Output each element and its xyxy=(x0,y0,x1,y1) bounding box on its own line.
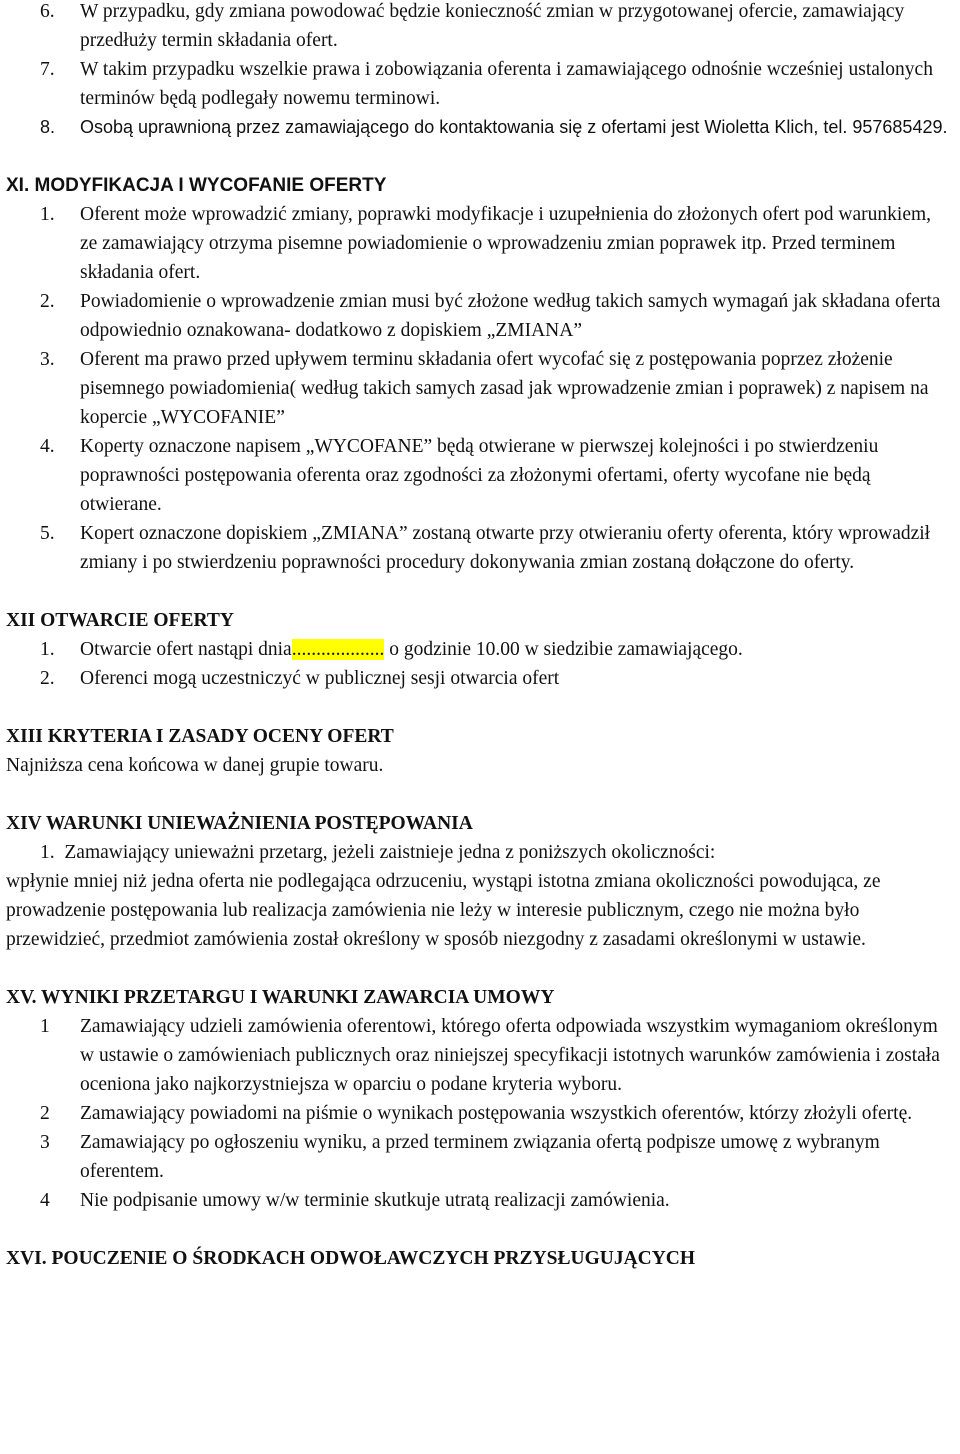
list-item xyxy=(6,1012,952,1099)
list-item xyxy=(6,287,952,345)
item-number: 1. xyxy=(40,204,55,225)
item-text: Oferent ma prawo przed upływem terminu składania ofert wycofać się z postępowania poprzez złożenie pisemnego powiadomienia( według takich samych zasad jak wprowadzenie zmian i poprawek) z napisem na kopercie „WYCOFANIE” xyxy=(80,349,929,428)
section-heading-xi: XI. MODYFIKACJA I WYCOFANIE OFERTY xyxy=(6,175,387,196)
list-item xyxy=(6,635,952,664)
section-text: Najniższa cena końcowa w danej grupie towaru. xyxy=(6,755,384,776)
list-item xyxy=(6,432,952,519)
item-number: 1 xyxy=(40,1016,50,1037)
section-heading-xii: XII OTWARCIE OFERTY xyxy=(6,610,234,631)
item-number: 6. xyxy=(40,1,55,22)
item-text: Powiadomienie o wprowadzenie zmian musi być złożone według takich samych wymagań jak składana oferta odpowiednio oznakowana- dodatkowo z dopiskiem „ZMIANA” xyxy=(80,291,941,341)
list-item xyxy=(6,1186,952,1215)
item-text: o godzinie 10.00 w siedzibie zamawiającego. xyxy=(384,639,743,660)
list-item xyxy=(6,1099,952,1128)
list-item xyxy=(6,113,952,142)
paragraph xyxy=(6,838,952,954)
list-item xyxy=(6,200,952,287)
date-placeholder-highlight: ................... xyxy=(291,639,385,660)
document-page xyxy=(6,0,952,1273)
paragraph-rest: wpłynie mniej niż jedna oferta nie podlegająca odrzuceniu, wystąpi istotna zmiana okoliczności powodująca, ze prowadzenie postępowania lub realizacja zamówienia nie leży w interesie publicznym, czego nie można było przewidzieć, przedmiot zamówienia został określony w sposób niezgodny z zasadami określonymi w ustawie. xyxy=(6,871,881,950)
item-number: 3. xyxy=(40,349,55,370)
item-number: 8. xyxy=(40,117,56,137)
item-text: Zamawiający udzieli zamówienia oferentowi, którego oferta odpowiada wszystkim wymaganiom określonym w ustawie o zamówieniach publicznych oraz niniejszej specyfikacji istotnych warunków zamówienia i została oceniona jako najkorzystniejsza w oparciu o podane kryteria wyboru. xyxy=(80,1016,940,1095)
list-item xyxy=(6,0,952,55)
section-heading-xiii: XIII KRYTERIA I ZASADY OCENY OFERT xyxy=(6,726,394,747)
item-text: Nie podpisanie umowy w/w terminie skutkuje utratą realizacji zamówienia. xyxy=(80,1190,670,1211)
item-number: 1. xyxy=(40,842,55,863)
section-heading-xiv: XIV WARUNKI UNIEWAŻNIENIA POSTĘPOWANIA xyxy=(6,813,473,834)
item-number: 7. xyxy=(40,59,55,80)
item-number: 4. xyxy=(40,436,55,457)
item-number: 5. xyxy=(40,523,55,544)
list-item xyxy=(6,55,952,113)
item-text: Oferenci mogą uczestniczyć w publicznej sesji otwarcia ofert xyxy=(80,668,560,689)
item-text: Zamawiający powiadomi na piśmie o wynikach postępowania wszystkich oferentów, którzy złożyli ofertę. xyxy=(80,1103,913,1124)
section-heading-xv: XV. WYNIKI PRZETARGU I WARUNKI ZAWARCIA UMOWY xyxy=(6,987,555,1008)
list-item xyxy=(6,519,952,577)
item-text: Otwarcie ofert nastąpi dnia xyxy=(80,639,292,660)
item-number: 2. xyxy=(40,668,55,689)
list-item xyxy=(6,1128,952,1186)
item-number: 1. xyxy=(40,639,55,660)
list-item xyxy=(6,664,952,693)
item-number: 2 xyxy=(40,1103,50,1124)
item-text: Osobą uprawnioną przez zamawiającego do kontaktowania się z ofertami jest Wioletta Klich, tel. 957685429. xyxy=(80,117,948,137)
item-text: Kopert oznaczone dopiskiem „ZMIANA” zostaną otwarte przy otwieraniu oferty oferenta, który wprowadził zmiany i po stwierdzeniu poprawności procedury dokonywania zmian zostaną dołączone do oferty. xyxy=(80,523,931,573)
item-text: Zamawiający po ogłoszeniu wyniku, a przed terminem związania ofertą podpisze umowę z wybranym oferentem. xyxy=(80,1132,880,1182)
item-number: 2. xyxy=(40,291,55,312)
item-number: 3 xyxy=(40,1132,50,1153)
item-text: Zamawiający unieważni przetarg, jeżeli zaistnieje jedna z poniższych okoliczności: xyxy=(64,842,716,863)
item-text: W takim przypadku wszelkie prawa i zobowiązania oferenta i zamawiającego odnośnie wcześniej ustalonych terminów będą podlegały nowemu terminowi. xyxy=(80,59,933,109)
item-number: 4 xyxy=(40,1190,50,1211)
paragraph-first-line xyxy=(6,838,952,867)
list-item xyxy=(6,345,952,432)
item-text: W przypadku, gdy zmiana powodować będzie konieczność zmian w przygotowanej ofercie, zamawiający przedłuży termin składania ofert. xyxy=(80,1,905,51)
item-text: Koperty oznaczone napisem „WYCOFANE” będą otwierane w pierwszej kolejności i po stwierdzeniu poprawności postępowania oferenta oraz zgodności za złożonymi ofertami, oferty wycofane nie będą otwierane. xyxy=(80,436,879,515)
section-heading-xvi: XVI. POUCZENIE O ŚRODKACH ODWOŁAWCZYCH PRZYSŁUGUJĄCYCH xyxy=(6,1248,696,1269)
item-text: Oferent może wprowadzić zmiany, poprawki modyfikacje i uzupełnienia do złożonych ofert pod warunkiem, ze zamawiający otrzyma pisemne powiadomienie o wprowadzeniu zmian poprawek itp. Przed terminem składania ofert. xyxy=(80,204,932,283)
